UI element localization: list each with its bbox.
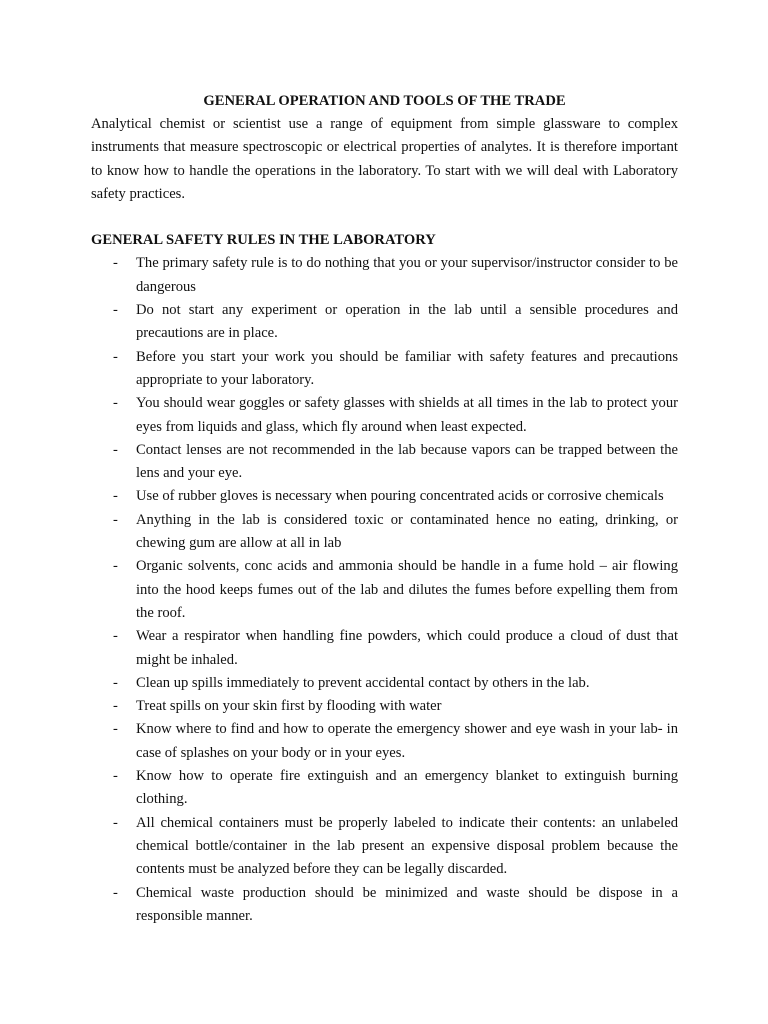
safety-rule	[91, 625, 678, 672]
safety-rule-text: Use of rubber gloves is necessary when pouring concentrated acids or corrosive chemicals	[136, 488, 664, 505]
bullet-dash: -	[113, 488, 118, 505]
safety-rule-text: Before you start your work you should be familiar with safety features and precautions appropriate to your laboratory.	[136, 348, 678, 388]
safety-rule	[91, 439, 678, 486]
safety-rule-text: All chemical containers must be properly labeled to indicate their contents: an unlabeled chemical bottle/container in the lab present an expensive disposal problem because the contents must be analyzed before they can be legally discarded.	[136, 814, 678, 878]
bullet-dash: -	[113, 511, 118, 528]
bullet-dash: -	[113, 348, 118, 365]
safety-rule	[91, 392, 678, 439]
document-title: GENERAL OPERATION AND TOOLS OF THE TRADE	[203, 93, 566, 109]
safety-rule	[91, 882, 678, 929]
bullet-dash: -	[113, 255, 118, 272]
safety-rule-text: Know where to find and how to operate the emergency shower and eye wash in your lab- in case of splashes on your body or in your eyes.	[136, 721, 678, 761]
bullet-dash: -	[113, 628, 118, 645]
safety-rule-text: You should wear goggles or safety glasses with shields at all times in the lab to protect your eyes from liquids and glass, which fly around when least expected.	[136, 395, 678, 435]
safety-rule	[91, 299, 678, 346]
bullet-dash: -	[113, 721, 118, 738]
bullet-dash: -	[113, 395, 118, 412]
bullet-dash: -	[113, 674, 118, 691]
safety-rule	[91, 555, 678, 625]
safety-rule	[91, 672, 678, 695]
safety-rule	[91, 485, 678, 508]
bullet-dash: -	[113, 814, 118, 831]
intro-paragraph: Analytical chemist or scientist use a range of equipment from simple glassware to complex instruments that measure spectroscopic or electrical properties of analytes. It is therefore important to know how to handle the operations in the laboratory. To start with we will deal with Laboratory safety practices.	[91, 116, 678, 202]
safety-rule	[91, 346, 678, 393]
bullet-dash: -	[113, 884, 118, 901]
safety-rule-text: Anything in the lab is considered toxic or contaminated hence no eating, drinking, or chewing gum are allow at all in lab	[136, 511, 678, 552]
safety-rule	[91, 509, 678, 556]
safety-rules-list	[91, 252, 678, 928]
safety-rule-text: Know how to operate fire extinguish and an emergency blanket to extinguish burning clothing.	[136, 768, 678, 808]
safety-rule	[91, 765, 678, 812]
bullet-dash: -	[113, 302, 118, 319]
safety-rule	[91, 812, 678, 882]
bullet-dash: -	[113, 441, 118, 458]
safety-rule	[91, 252, 678, 299]
safety-rule-text: Clean up spills immediately to prevent accidental contact by others in the lab.	[136, 674, 590, 691]
section-heading: GENERAL SAFETY RULES IN THE LABORATORY	[91, 232, 436, 249]
bullet-dash: -	[113, 698, 118, 715]
bullet-dash: -	[113, 558, 118, 575]
safety-rule	[91, 718, 678, 765]
safety-rule-text: Treat spills on your skin first by flooding with water	[136, 698, 442, 715]
safety-rule-text: Wear a respirator when handling fine powders, which could produce a cloud of dust that might be inhaled.	[136, 628, 678, 668]
document-page	[91, 90, 678, 928]
bullet-dash: -	[113, 768, 118, 785]
safety-rule-text: Chemical waste production should be minimized and waste should be dispose in a responsible manner.	[136, 884, 678, 924]
safety-rule	[91, 695, 678, 718]
safety-rule-text: Contact lenses are not recommended in the lab because vapors can be trapped between the lens and your eye.	[136, 441, 678, 482]
safety-rule-text: The primary safety rule is to do nothing that you or your supervisor/instructor consider to be dangerous	[136, 255, 678, 295]
safety-rule-text: Do not start any experiment or operation in the lab until a sensible procedures and precautions are in place.	[136, 302, 678, 342]
safety-rule-text: Organic solvents, conc acids and ammonia should be handle in a fume hold – air flowing into the hood keeps fumes out of the lab and dilutes the fumes before expelling them from the roof.	[136, 558, 678, 621]
